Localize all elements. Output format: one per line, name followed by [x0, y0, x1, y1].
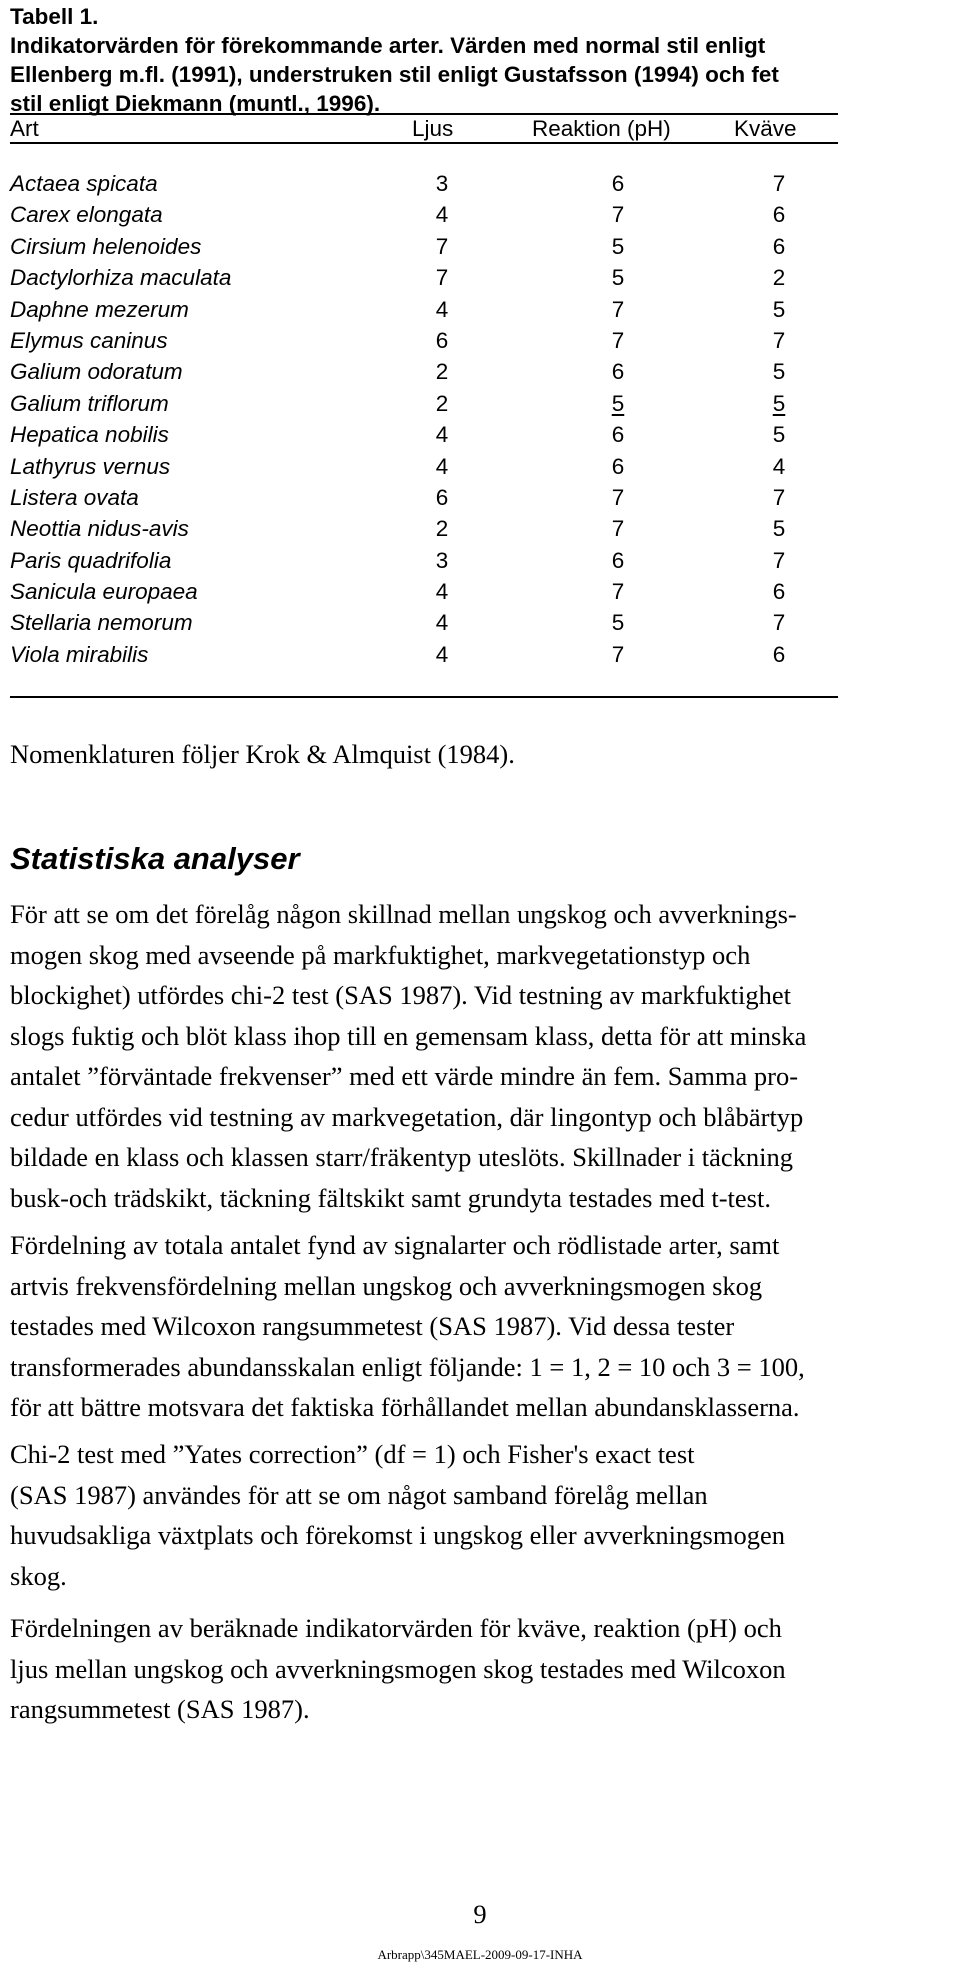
- text-line: bildade en klass och klassen starr/fräkentyp uteslöts. Skillnader i täckning: [10, 1142, 794, 1172]
- reaktion-cell: 6: [611, 359, 625, 385]
- header-ljus: Ljus: [412, 116, 454, 141]
- kvave-cell: 2: [772, 265, 786, 291]
- table-row: [10, 607, 838, 638]
- table-row: [10, 231, 838, 262]
- species-cell: Elymus caninus: [10, 327, 168, 353]
- species-cell: Stellaria nemorum: [10, 610, 193, 636]
- table-row: [10, 576, 838, 607]
- text-line: rangsummetest (SAS 1987).: [10, 1694, 310, 1724]
- paragraph: [10, 1608, 950, 1730]
- reaktion-cell: 5: [611, 610, 625, 636]
- text-line: Fördelning av totala antalet fynd av signalarter och rödlistade arter, samt: [10, 1230, 780, 1260]
- table-row: [10, 419, 838, 450]
- kvave-cell: 4: [772, 453, 786, 479]
- text-line: För att se om det förelåg någon skillnad mellan ungskog och avverknings-: [10, 899, 797, 929]
- text-line: mogen skog med avseende på markfuktighet, markvegetationstyp och: [10, 939, 751, 970]
- kvave-cell: 5: [772, 390, 786, 416]
- table-row: [10, 545, 838, 576]
- ljus-cell: 4: [435, 422, 449, 448]
- kvave-cell: 5: [772, 422, 786, 448]
- reaktion-cell: 7: [611, 641, 625, 667]
- text-line: artvis frekvensfördelning mellan ungskog och avverkningsmogen skog: [10, 1270, 763, 1301]
- header-kvave: Kväve: [734, 116, 797, 141]
- ljus-cell: 2: [435, 390, 449, 416]
- table-body: [10, 168, 838, 670]
- section-heading: Statistiska analyser: [10, 841, 300, 876]
- ljus-cell: 2: [435, 516, 449, 542]
- table-row: [10, 356, 838, 387]
- ljus-cell: 3: [435, 547, 449, 573]
- species-cell: Listera ovata: [10, 484, 139, 510]
- kvave-cell: 7: [772, 610, 786, 636]
- reaktion-cell: 6: [611, 422, 625, 448]
- paragraph: [10, 894, 950, 1218]
- kvave-cell: 7: [772, 484, 786, 510]
- table-row: [10, 639, 838, 670]
- reaktion-cell: 7: [611, 516, 625, 542]
- table-header: [10, 115, 838, 142]
- reaktion-cell: 7: [611, 296, 625, 322]
- reaktion-cell: 6: [611, 171, 625, 196]
- kvave-cell: 7: [772, 171, 786, 196]
- ljus-cell: 4: [435, 202, 449, 228]
- reaktion-cell: 7: [611, 327, 625, 353]
- ljus-cell: 6: [435, 484, 449, 510]
- table-row: [10, 262, 838, 293]
- species-cell: Cirsium helenoides: [10, 233, 202, 259]
- text-line: skog.: [10, 1560, 67, 1591]
- kvave-cell: 7: [772, 327, 786, 353]
- kvave-cell: 5: [772, 296, 786, 322]
- kvave-cell: 5: [772, 359, 786, 385]
- nomenclature-note: Nomenklaturen följer Krok & Almquist (1984).: [10, 739, 515, 769]
- text-line: cedur utfördes vid testning av markvegetation, där lingontyp och blåbärtyp: [10, 1101, 804, 1132]
- caption-line: Indikatorvärden för förekommande arter. Värden med normal stil enligt: [10, 33, 766, 58]
- table-row: [10, 482, 838, 513]
- species-cell: Paris quadrifolia: [10, 547, 172, 573]
- table-row: [10, 513, 838, 544]
- species-cell: Galium odoratum: [10, 359, 183, 385]
- reaktion-cell: 6: [611, 453, 625, 479]
- ljus-cell: 4: [435, 610, 449, 636]
- kvave-cell: 6: [772, 579, 786, 605]
- species-cell: Neottia nidus-avis: [10, 516, 189, 542]
- text-line: för att bättre motsvara det faktiska förhållandet mellan abundansklasserna.: [10, 1392, 800, 1422]
- reaktion-cell: 5: [611, 233, 625, 259]
- species-cell: Viola mirabilis: [10, 641, 149, 667]
- reaktion-cell: 7: [611, 484, 625, 510]
- header-reaktion: Reaktion (pH): [532, 116, 671, 141]
- table-row: [10, 168, 838, 199]
- table-row: [10, 294, 838, 325]
- ljus-cell: 4: [435, 296, 449, 322]
- species-cell: Galium triflorum: [10, 390, 169, 416]
- ljus-cell: 4: [435, 641, 449, 667]
- ljus-cell: 6: [435, 327, 449, 353]
- table-row: [10, 325, 838, 356]
- caption-line: stil enligt Diekmann (muntl., 1996).: [10, 91, 381, 116]
- table-row: [10, 451, 838, 482]
- reaktion-cell: 7: [611, 579, 625, 605]
- reaktion-cell: 6: [611, 547, 625, 573]
- table-header-rule: [10, 142, 838, 144]
- ljus-cell: 4: [435, 579, 449, 605]
- species-cell: Lathyrus vernus: [10, 453, 171, 479]
- text-line: blockighet) utfördes chi-2 test (SAS 1987). Vid testning av markfuktighet: [10, 980, 792, 1010]
- footer-path: Arbrapp\345MAEL-2009-09-17-INHA: [377, 1947, 583, 1962]
- text-line: busk-och trädskikt, täckning fältskikt samt grundyta testades med t-test.: [10, 1182, 771, 1213]
- text-line: transformerades abundansskalan enligt följande: 1 = 1, 2 = 10 och 3 = 100,: [10, 1351, 805, 1382]
- text-line: Fördelningen av beräknade indikatorvärden för kväve, reaktion (pH) och: [10, 1613, 782, 1643]
- text-line: slogs fuktig och blöt klass ihop till en gemensam klass, detta för att minska: [10, 1020, 807, 1051]
- table-row: [10, 199, 838, 230]
- kvave-cell: 6: [772, 233, 786, 259]
- caption-line: Ellenberg m.fl. (1991), understruken stil enligt Gustafsson (1994) och fet: [10, 62, 779, 87]
- text-line: (SAS 1987) användes för att se om något samband förelåg mellan: [10, 1479, 708, 1510]
- species-cell: Dactylorhiza maculata: [10, 265, 232, 291]
- text-line: testades med Wilcoxon rangsummetest (SAS 1987). Vid dessa tester: [10, 1311, 735, 1341]
- kvave-cell: 6: [772, 202, 786, 228]
- kvave-cell: 6: [772, 641, 786, 667]
- species-cell: Daphne mezerum: [10, 296, 189, 322]
- species-cell: Hepatica nobilis: [10, 422, 169, 448]
- kvave-cell: 5: [772, 516, 786, 542]
- reaktion-cell: 5: [611, 265, 625, 291]
- species-cell: Sanicula europaea: [10, 579, 198, 605]
- text-line: ljus mellan ungskog och avverkningsmogen skog testades med Wilcoxon: [10, 1653, 786, 1684]
- reaktion-cell: 5: [611, 390, 625, 416]
- reaktion-cell: 7: [611, 202, 625, 228]
- ljus-cell: 2: [435, 359, 449, 385]
- text-line: Chi-2 test med ”Yates correction” (df = 1) och Fisher's exact test: [10, 1439, 695, 1469]
- page-number: 9: [473, 1899, 487, 1929]
- ljus-cell: 7: [435, 265, 449, 291]
- paragraph: [10, 1434, 950, 1596]
- table-row: [10, 388, 838, 419]
- table-caption: [10, 2, 840, 118]
- table-bottom-rule: [10, 696, 838, 698]
- paragraph: [10, 1225, 950, 1428]
- species-cell: Actaea spicata: [10, 171, 158, 196]
- text-line: antalet ”förväntade frekvenser” med ett värde mindre än fem. Samma pro-: [10, 1061, 799, 1091]
- ljus-cell: 4: [435, 453, 449, 479]
- ljus-cell: 7: [435, 233, 449, 259]
- ljus-cell: 3: [435, 171, 449, 196]
- caption-title: Tabell 1.: [10, 4, 99, 29]
- text-line: huvudsakliga växtplats och förekomst i ungskog eller avverkningsmogen: [10, 1520, 785, 1550]
- kvave-cell: 7: [772, 547, 786, 573]
- species-cell: Carex elongata: [10, 202, 163, 228]
- header-art: Art: [10, 116, 39, 141]
